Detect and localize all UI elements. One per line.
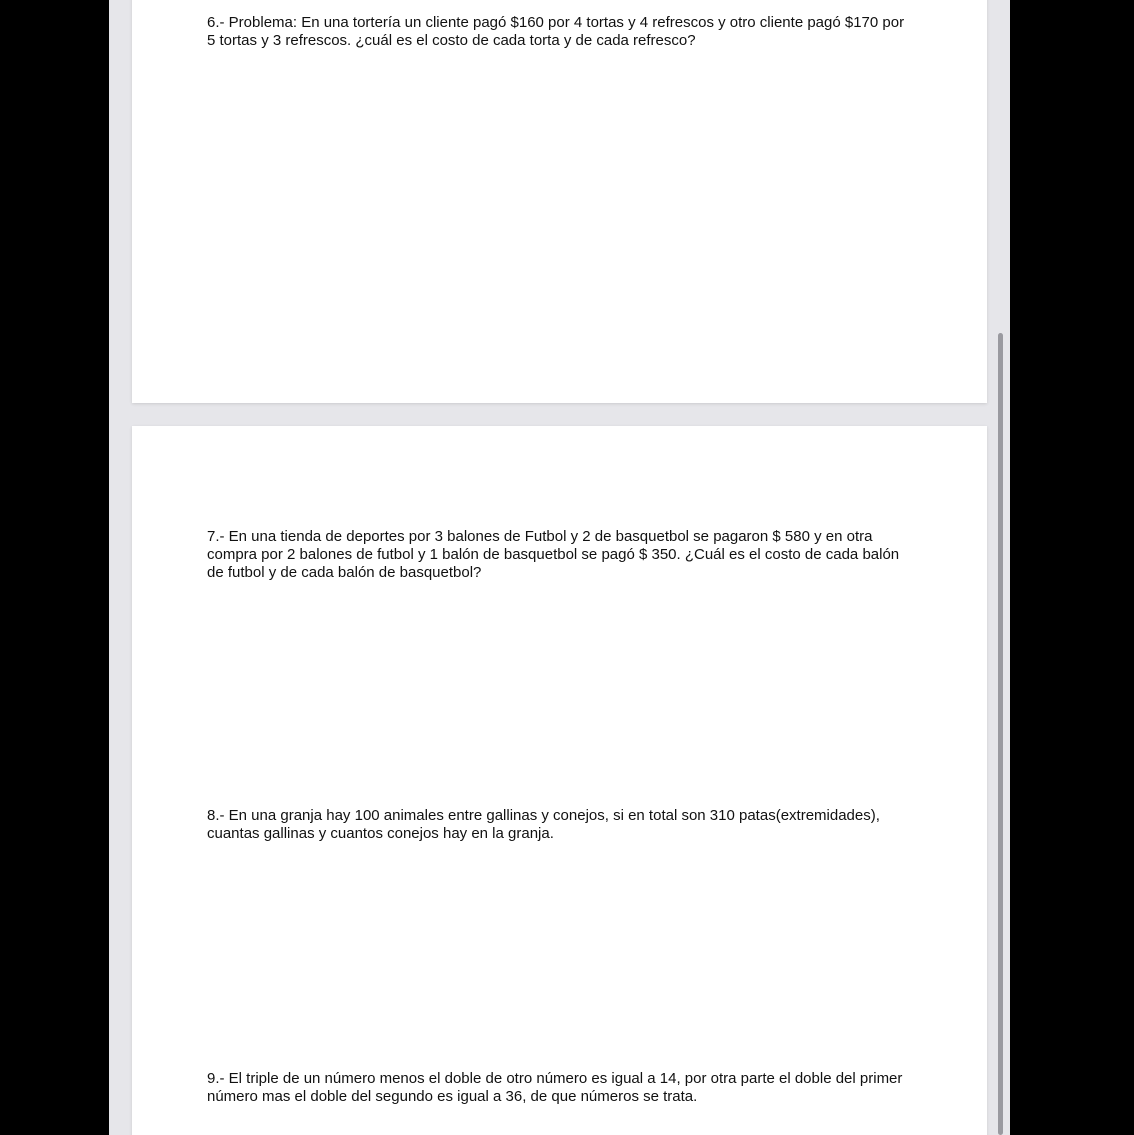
problem-8-text: 8.- En una granja hay 100 animales entre gallinas y conejos, si en total son 310 patas(extremidades), cuantas gallinas y cuantos conejos hay en la granja. xyxy=(207,807,880,842)
problem-6-text: 6.- Problema: En una tortería un cliente pagó $160 por 4 tortas y 4 refrescos y otro cliente pagó $170 por 5 tortas y 3 refrescos. ¿cuál es el costo de cada torta y de cada refresco? xyxy=(207,14,905,49)
problem-7-text: 7.- En una tienda de deportes por 3 balones de Futbol y 2 de basquetbol se pagaron $ 580 y en otra compra por 2 balones de futbol y 1 balón de basquetbol se pagó $ 350. ¿Cuál es el costo de cada balón de futbol y de cada balón de basquetbol? xyxy=(207,528,900,581)
document-viewer[interactable] xyxy=(109,0,1010,1135)
document-page-2 xyxy=(132,426,987,1135)
problem-9-text: 9.- El triple de un número menos el doble de otro número es igual a 14, por otra parte el doble del primer número mas el doble del segundo es igual a 36, de que números se trata. xyxy=(207,1070,903,1105)
vertical-scrollbar[interactable] xyxy=(996,0,1006,1135)
scrollbar-thumb[interactable] xyxy=(998,333,1003,1135)
document-page-1 xyxy=(132,0,987,403)
